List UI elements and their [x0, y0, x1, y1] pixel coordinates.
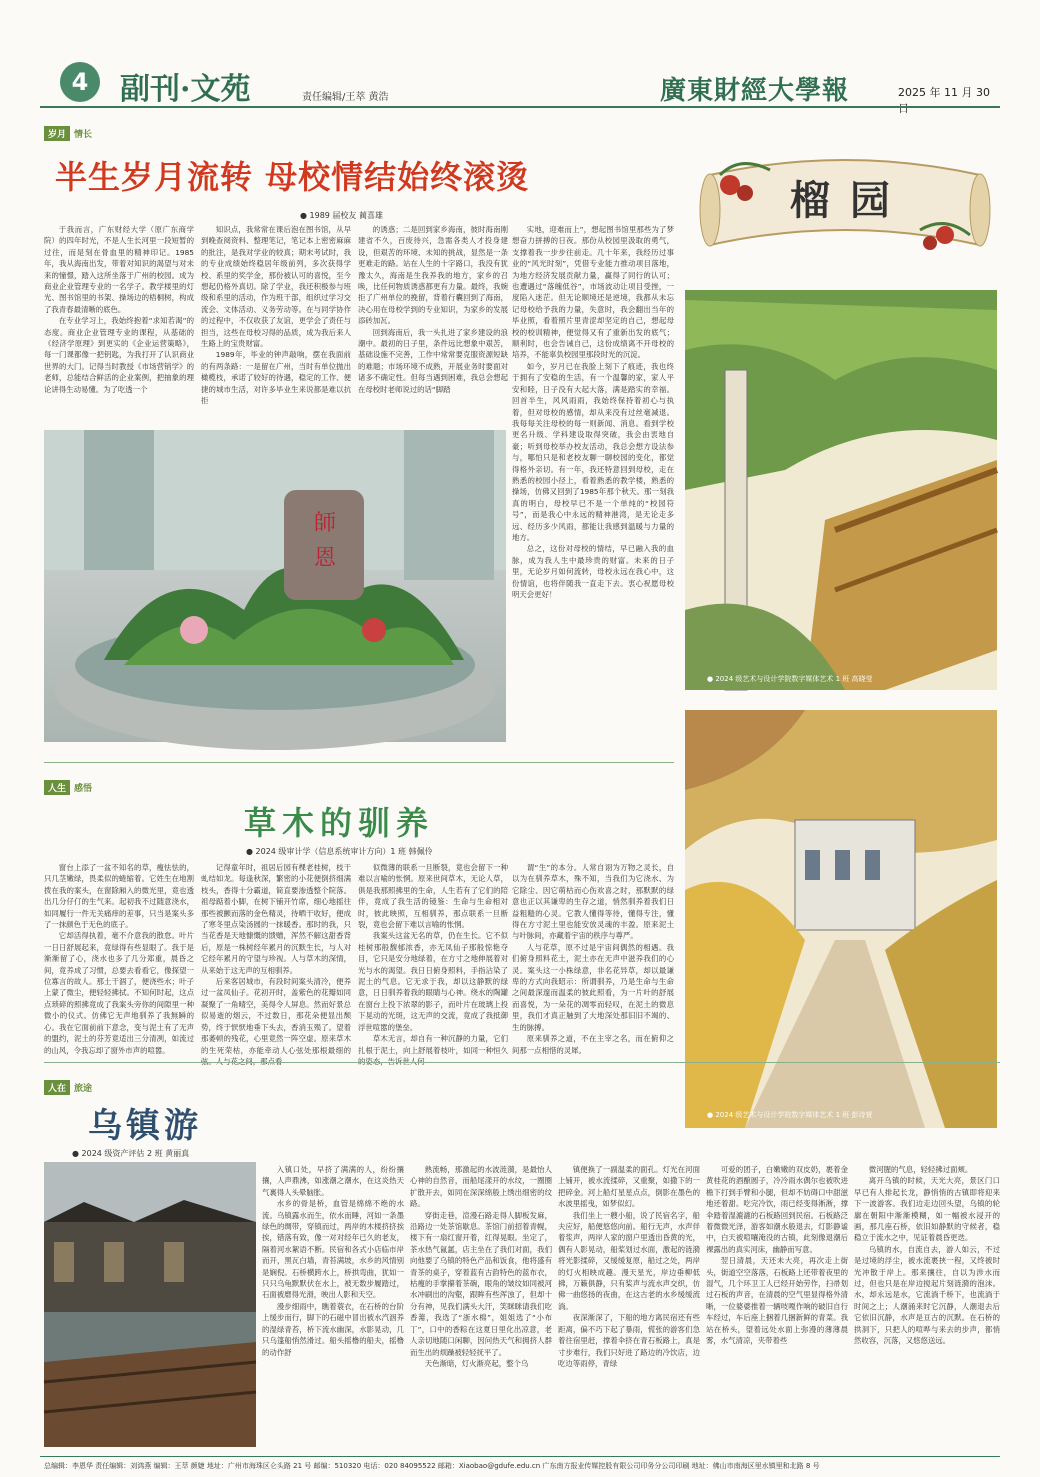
- paragraph: 后来客居城市，有段时间案头清冷，便养过一盆凤仙子。花初开时，盖紫色的花瓣如同凝聚了一角晴空，美得令人屏息。然而好景总似易逝的烟云，不过数日，那花朵便显出颓势，终于恹恹地垂下头去，香消玉殒了。望着那萎顿的残花，心里竟然一阵空虚。原来草木的生死荣枯，亦能牵动人心弦处那根最细的弦。人与花之间，那点看: [201, 977, 351, 1066]
- paragraph: 夜深渐深了，下船的地方离民宿还有些距离，偏不巧下起了暴雨，慌张的游客们急着往宿里赶，撑着伞挤在青石板路上，真是寸步难行，我们只好进了路边的冷饮店，边吃边等雨停，青绿: [558, 1313, 700, 1368]
- paragraph: 它却活得执着，毫不介意我的散怠。叶片一日日舒展起来，竟绿得有些显眼了。我于是渐渐留了心，浇水也多了几分郑重，晨昏之间，竟养成了习惯，总要去看看它，像探望一位寡言的故人。那土干涸了，便浇些水；叶子上蒙了微尘，便轻轻拂拭。不知何时起，这点点琐碎的照拂竟成了我案头旁你的间隙里一种微小的仪式。仿佛它无声地驯养了我無瞬的心。我在它面前前下意念，变与泥土有了无声的盟约，泥土的芬芳竟适出三分清冽，如流过的山风，令我忘却了窗外市声的喧嚣。: [44, 931, 194, 1055]
- article3-column-3: [558, 1164, 700, 1448]
- column-banner: [690, 135, 1000, 275]
- section-title: 副刊·文苑: [120, 72, 251, 107]
- paragraph: 原来驯养之道，不在主宰之名，而在俯仰之间那一点相惜的灵犀。: [512, 1034, 674, 1055]
- tag-primary: 人生: [44, 780, 70, 795]
- svg-text:師: 師: [314, 511, 337, 536]
- paragraph: 窗台上添了一盆不知名的草，瘦怯怯的，只几茎嫩绿，畏柔似的蜷缩着。它姓生在地割拨在我的案头，在窗除厢入的微光里，竟也透出几分仔仃的生气来。起初我不过随意浇水，如同履行一件无关痛痒的差事，只当是案头多了一抹颜色于无色的底子。: [44, 863, 194, 930]
- paragraph: 离开乌镇的时候，天光大亮，景区门口早已有人排起长龙，静悄悄的古镇即将迎来下一波游客。我们边走边回头望，乌镇的轮廓在朝阳中渐渐模糊，如一幅被水浸开的画，那几座石桥，依旧如静默的守候者，稳稳立于流水之中，见证着晨昏更迭。: [854, 1176, 1000, 1243]
- paragraph: 水乡的骨是桥，血管是绵绵不绝的水流。乌镇露水而生，依水而睡，河如一条墨绿色的绸带，穿镇而过，两岸的木楼挤挤挨挨，错落有致，像一对对经年已久的老友，隔着河水絮语不断。民宿和各式小店临市岸而开，黑瓦白墙，青苔满坡，水乡的风情别是娴倪。石桥横跨水上，桥拱弯曲，犹如一只只乌龟默默伏在水上，被无数步履踏过，石面被磨得光滑，映出人影和天空。: [262, 1199, 404, 1300]
- wuzhen-photo: [44, 1162, 256, 1447]
- paragraph: 实地，迎难而上”，想起图书馆里那些为了梦想奋力拼搏的日夜。那份从校园里汲取的勇气，支撑着我一步步往前走。几十年来，我经历过事业的“风光时刻”，凭借专业能力推动项目落地，为地方经济发展贡献力量，赢得了同行的认可；也遭遇过“落魄低谷”，市场波动让项目受挫，一度陷入迷茫。但无论顺境还是逆境，我都从未忘记母校给予我的力量，失意时，我会翻出当年的毕业照，看着照片里青涩却坚定的自己，想起母校的校训精神，便觉得又有了重新出发的底气；顺利时，也会告诫自己，这份成绩离不开母校的培养，不能辜负校园里那段时光的沉淀。: [512, 225, 674, 360]
- masthead: 廣東財經大學報: [660, 76, 850, 106]
- paragraph: 微河腥的气息，轻轻拂过面颊。: [868, 1165, 973, 1174]
- article2-column-2: [201, 862, 351, 1066]
- paragraph: 1989年，毕业的钟声敲响，摆在我面前的有两条路：一是留在广州，当时有单位抛出橄榄枝，承诺了较好的待遇，稳定的工作、便捷的城市生活，对许多毕业生来说都是难以抗拒: [201, 350, 351, 406]
- page-header: [40, 60, 1000, 115]
- page-number: 4: [71, 68, 89, 96]
- article2-column-3: [358, 862, 508, 1066]
- section-tag-3: [44, 1080, 96, 1095]
- paragraph: 总之，这份对母校的情结，早已融入我的血脉，成为我人生中最珍贵的财富。未来的日子里，无论岁月如何流转，母校永远在我心中，这份情谊，也将伴随我一直走下去。衷心祝愿母校明天会更好！: [512, 544, 674, 599]
- article2-column-4: [512, 862, 674, 1055]
- paragraph: 在专业学习上，我始终抱着“求知若渴”的态度。商业企业管理专业的课程，从基础的《经济学原理》到更实的《企业运营策略》，每一门课都像一把钥匙，为我打开了认识商业世界的大门。记得当时教授《市场营销学》的老师，总能结合鲜活的企业案例，把抽象的理论讲得生动易懂。为了吃透一个: [44, 316, 194, 394]
- painting-campus-building: [685, 710, 997, 1128]
- paragraph: 如今，岁月已在我脸上刻下了痕迹，我也终于拥有了安稳的生活，有一个温馨的家，家人平安和睦，日子没有大起大落，满是踏实的幸福。回首半生，风风雨雨，我始终保持着初心与执着，但对母校的感情，却从来没有过丝毫减退。我每每关注母校的每一则新闻、消息。看到学校更名升级、学科建设取得突破，我会由衷地自豪；听到母校举办校友活动，我总会想方设法参与，哪怕只是和老校友聊一聊校园的变化，都觉得格外亲切。有一年，我还特意回到母校，走在熟悉的校园小径上，看着熟悉的教学楼，熟悉的操场，仿佛又回到了1985年那个秋天。那一刻我真的明白，母校早已不是一个单纯的“校园符号”，而是我心中永远的精神港湾，是无论走多远、经历多少风雨，都能让我感到温暖与力量的地方。: [512, 361, 674, 542]
- article3-title: 乌镇游: [88, 1106, 202, 1146]
- article2-byline: ● 2024 级审计学（信息系统审计方向）1 班 韩佩伶: [246, 847, 433, 856]
- painting-campus-path: [685, 290, 997, 690]
- article1-byline: ● 1989 届校友 蔺喜雄: [300, 211, 383, 220]
- paragraph: 草木无言，却自有一种沉静的力量，它们扎根于泥土，向上舒展着枝叶，如同一种恒久的姿态，告诉世人何: [358, 1034, 508, 1066]
- footer-rule: [40, 1456, 1000, 1457]
- tag-primary: 人在: [44, 1080, 70, 1095]
- paragraph: 回到海南后，我一头扎进了家乡建设的浪潮中。最初的日子里，条件远比想象中艰苦，基础设施不完善，工作中常常要克服资源短缺的难题；市场环境不成熟，开展业务时要面对诸多不确定性。但每当遇到困难，我总会想起在母校时老师说过的话“脚踏: [358, 327, 508, 394]
- tag-secondary: 旅途: [74, 1084, 93, 1094]
- article1-column-2: [201, 224, 351, 422]
- paragraph: 谓“生”的本分。人常自诩为万物之灵长，自以为在驯养草木，殊不知，当我们为它浇水、为它除尘、因它萌枯而心伤欢喜之时，那默默的绿意也正以其谦卑的生存之道，悄然驯养着我们日益粗糙的心灵。它教人懂得等待，懂得专注，懂得在方寸泥土里也能安放灵魂的丰盈。原来泥土与叶脉间，亦藏着宇宙的秩序与尊严。: [512, 863, 674, 941]
- article3-column-4: [706, 1164, 848, 1448]
- paragraph: 我案头这盆无名的草，仍在生长。它不似桂树那般馥郁浓香，亦无凤仙子那般惊艳夺目，它只是安分地绿着，在方寸之地伸展着对光与水的渴望。我日日俯身照料，手指沾染了泥土的气息。它无求于我，却以这静默的绿意，日日驯养着我的眼睛与心神。绕水的陶罐在窗台上投下浓翠的影子，而叶片在玻璃上投下晃动的光斑，这无声的交流，竟成了我抵御浮世喧嚣的堡垒。: [358, 931, 508, 1032]
- article3-column-5: [854, 1164, 1000, 1448]
- paragraph: 入镇口处，早挤了满满的人，纷纷攘攘，人声鼎沸，如涨潮之潮水，在这炎热天气裏得人头晕脑胀。: [262, 1165, 404, 1197]
- section-tag-1: [44, 126, 96, 141]
- wuzhen-photo-graphic: [44, 1162, 256, 1447]
- article1-column-1: [44, 224, 194, 422]
- footer-info: 总编辑：李恩华 责任编辑：刘鸿燕 编辑：王萃 颜婕 地址：广州市海珠区仑头路 21 号 邮编：510320 电话：020 84095522 邮箱：Xiaobao@gdufe.edu.cn 广东南方报业传媒控股有限公司印务分公司印刷 地址：佛山市南海区里水镇里和北路 8 号: [44, 1462, 820, 1470]
- issue-date: 2025 年 11 月 30 日: [898, 86, 990, 115]
- painting-1-graphic: [685, 290, 997, 690]
- paragraph: 人与花草，原不过是宇宙间偶然的相遇。我们俯身照料花土，泥土亦在无声中滋养我们的心灵。案头这一小株绿意，非名花异草，却以最谦卑的方式向我昭示：所谓驯养，乃是生命与生命之间最深邃而温柔的彼此照看，为一片叶的舒展而喜悦，为一朵花的凋零而轻叹，在泥土的微息里，我们才真正触到了大地深处那旧旧不竭的、生的脉搏。: [512, 942, 674, 1032]
- article1-column-3: [358, 224, 508, 422]
- tag-secondary: 情长: [74, 130, 93, 140]
- paragraph: 我们坐上一艘小船，说了民宿名字，船夫应好，船便悠悠向前。船行无声，水声伴着浆声，两岸人家的窗户里透出昏黄的光，偶有人影晃动，船桨划过水面，激起的涟漪将光影揉碎，又缓缓复原，船过之处，两岸的灯火相映成趣。漫天星光，岸边垂柳低拂，万籁俱静，只有桨声与流水声交织，仿佛一曲悠扬的夜曲，在这古老的水乡缓缓流淌。: [558, 1210, 700, 1311]
- paragraph: 漫步细雨中，瞧着蓑衣，在石桥的台阶上缓步而行，脚下的石磁中冒出被水汽洇养的湿绿青苔，桥下流水幽深，水影晃动，几只乌篷船悄然滑过。船头摇橹的船夫，摇橹的动作舒: [262, 1301, 404, 1357]
- editors: 责任编辑/王萃 黄浩: [302, 92, 389, 103]
- paragraph: 知识点，我常常在课后泡在图书馆，从早到晚查阅资料、整理笔记，笔记本上密密麻麻的批注，是我对学业的较真；期末考试时，我的专业成绩始终稳居年级前列，多次获得学校、系里的奖学金，那份被认可的喜悦，至今想起仍格外真切。除了学业，我还积极参与班级和系里的活动，作为班干部，组织过学习交流会、文体活动、义务劳动等。在与同学协作的过程中，不仅收获了友谊，更学会了责任与担当，这些在母校习得的品质，成为我后来人生路上的宝贵财富。: [201, 225, 351, 349]
- tag-secondary: 感悟: [74, 784, 93, 794]
- article3-column-2: [410, 1164, 552, 1448]
- paragraph: 翌日清晨，天还未大亮，再次走上街头，街道空空落落，石板路上还带着夜里的湿气，几个环卫工人已经开始劳作，扫帚划过石板的声音，在清晨的空气里显得格外清晰，一位婆婆推着一辆吱嘎作响的破旧自行车经过，车后座上捆着几捆新鲜的青菜。我站在桥头，望着远处水面上弥漫的薄薄晨雾，水气清凉，夹带着些: [706, 1256, 848, 1346]
- campus-garden-photo: [44, 430, 506, 742]
- article1-title: 半生岁月流转 母校情结始终滚烫: [55, 158, 530, 196]
- article3-byline: ● 2024 级资产评估 2 班 黄丽真: [72, 1149, 190, 1158]
- paragraph: 穿街走巷，渲漫石路走得人脚板发麻，沿路边一处茶馆歇息。茶馆门前招着青幌，楼下有一扇红窗开着，红得晃眼。坐定了，茶水热气氤氲，店主坐在了我们对面，我们向他要了乌镇的特色产品和饭食，他将盛有青茶的桌子，穿着蓝有古韵特色的蓝布衣，枯瘦的手掌攥着茶碗，眼角的皱纹如同被河水冲刷出的沟壑，跟眸有些浑浊了，但却十分有神，见我们满头大汗，笑眯眯请我们吃香薷，我选了“浙水棉”，姐姐选了“小布丁”，口中的香粽在这夏日里化出凉意，老人亲切地随口闲聊，因问热天气和拥挤人群而生出的烦躁被轻轻抚平了。: [410, 1210, 552, 1357]
- article2-title: 草木的驯养: [244, 804, 435, 842]
- article2-column-1: [44, 862, 194, 1055]
- painting-2-caption: ● 2024 级艺术与设计学院数字媒体艺术 1 班 彭诗萱: [707, 1111, 873, 1119]
- article3-column-1: [262, 1164, 404, 1448]
- tag-primary: 岁月: [44, 126, 70, 141]
- paragraph: 的诱惑；二是回到家乡海南，彼时海南刚建省不久，百废待兴，急需各类人才投身建设，但艰苦的环境、未知的挑战，显然是一条更难走的路。站在人生的十字路口，我没有犹豫太久，海南是生我养我的地方，家乡的召唤，比任何物质诱惑都更有力量。最终，我婉拒了广州单位的挽留，背着行囊回到了海南，决心用在母校学到的专业知识，为家乡的发展添砖加瓦。: [358, 225, 508, 326]
- paragraph: 天色渐暗，灯火渐亮起，整个乌: [424, 1358, 529, 1368]
- paragraph: 乌镇的水，自流自去，游人如云，不过是过境的浮尘，被水流裹挟一程，又终被时光冲散于岸上。那来攘往，自以为涉水而过，但也只是在岸边搅起片刻涟漪的泡沫。水，却永远是水，它流淌千桥下，也流淌于时间之上；人潮涌来时它沉静，人潮退去后它依旧沉静，水声是亘古的沉默。在石桥的拱洞下，只把人的喧哗与来去的步声，都悄然收容，沉落，又悠悠送远。: [854, 1244, 1000, 1346]
- article2-top-rule: [44, 762, 674, 763]
- section-tag-2: [44, 780, 96, 795]
- painting-1-caption: ● 2024 级艺术与设计学院数字媒体艺术 1 班 高晓莹: [707, 675, 873, 683]
- header-divider: [40, 106, 1000, 108]
- paragraph: 于我而言，广东财经大学（原广东商学院）的四年时光，不是人生长河里一段短暂的过往，而是刻在骨血里的精神印记。1985年，我从海南出发，带着对知识的渴望与对未来的憧憬，踏入这所坐落于广州的校园。成为商业企业管理专业的一名学子。教学楼里的灯光、图书馆里的书架、操场边的梧桐树，构成了我青春最清晰的底色。: [44, 225, 194, 314]
- article3-top-rule: [44, 1062, 1000, 1063]
- svg-text:恩: 恩: [314, 546, 337, 571]
- paragraph: 似微薄的联系一旦断裂，竟也会留下一种难以言喻的怅惘。原来世间草木，无论人草，俱是我那照拂里的生命，人生若有了它们的陪伴，竟成了我生活的镜鉴：生命与生命相对时，彼此映照，互相驯养，那点联系一旦断裂，竟也会留下难以言喻的怅惘。: [358, 863, 508, 930]
- article1-column-4: [512, 224, 674, 744]
- paragraph: 记得童年时，祖居后园有棵老桂树，枝干虬结如龙。每逢秋深，繁密的小花便倒挤细满枝头，香得十分霸道，简直要渗透整个院落。祖母踮着小脚，在树下铺开竹席，细心地摇往那些被颤而落的金色精灵，待晒干收好，便成了寒冬里点染汤圆的一抹暖香。那时的我，只当花香是天地慷慨的馈赠，浑然不解这甜香背后，原是一株树经年累月的沉默生长，与人对它经年累月的守望与珍视。人与草木的深情，从来始于这无声的互相驯养。: [201, 863, 351, 975]
- paragraph: 镇便换了一副温柔的面孔。灯光在河面上铺开，被水流揉碎，又重聚，如撒下的一把碎金。河上船灯星星点点，倒影在墨色的水波里摇曳，如梦似幻。: [558, 1165, 700, 1209]
- page-number-badge: [60, 62, 100, 102]
- column-banner-title: 榴园: [790, 177, 910, 224]
- paragraph: 可爱的团子，白嫩嫩的双皮奶，裹着金黄桂花的酒酿圆子，冷冷雨水偶尔也被吹进檐下打到手臂和小腿，但却不妨碍口中甜滋地还着甜。吃完冷饮，雨已经变得淅淅，撑伞踏着湿漉漉的石板路回到民宿。石板路泛着微微光泽，游客如潮水般退去，灯影静谧中，白天被喧嚷淹没的古镇，此刻像退潮后裸露出的真实河床，幽静而写意。: [706, 1165, 848, 1254]
- garden-photo-graphic: [44, 430, 506, 742]
- paragraph: 熟流畅，那激起的水波涟漪，是最怡人心神的自然音，而船尾漾开的水纹，一圈圈扩散开去，如同在深深绵般上绣出细密的纹路。: [410, 1165, 552, 1209]
- painting-2-graphic: [685, 710, 997, 1128]
